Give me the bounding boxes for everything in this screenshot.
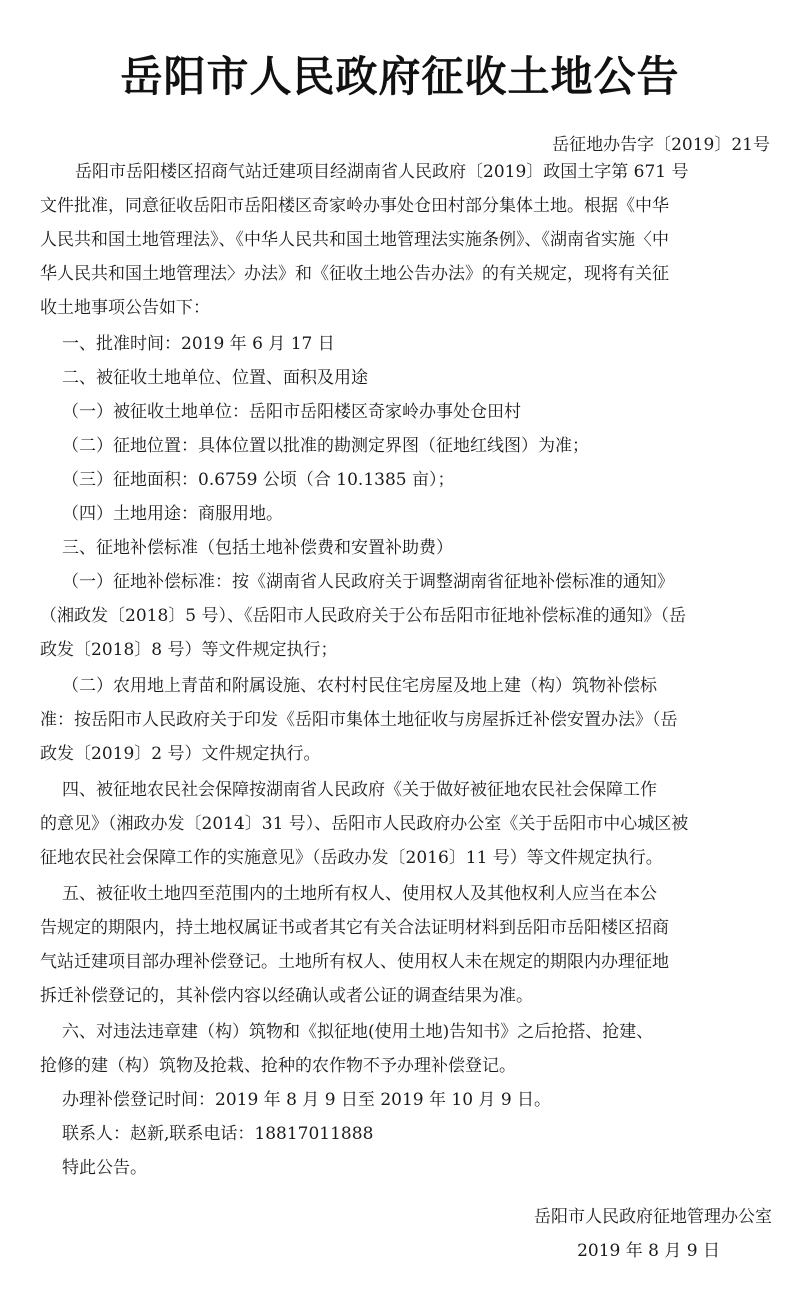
paragraph-line: 政发〔2018〕8 号）等文件规定执行； [40, 640, 338, 660]
paragraph-line: 准：按岳阳市人民政府关于印发《岳阳市集体土地征收与房屋拆迁补偿安置办法》（岳 [40, 710, 678, 730]
paragraph-line: 五、被征收土地四至范围内的土地所有权人、使用权人及其他权利人应当在本公 [62, 884, 657, 904]
paragraph-line: 人民共和国土地管理法》、《中华人民共和国土地管理法实施条例》、《湖南省实施〈中 [40, 230, 669, 250]
section-heading: 一、批准时间：2019 年 6 月 17 日 [62, 334, 335, 354]
document-number: 岳征地办告字〔2019〕21号 [552, 135, 770, 155]
issuing-office: 岳阳市人民政府征地管理办公室 [534, 1207, 772, 1227]
paragraph-line: 征地农民社会保障工作的实施意见》（岳政办发〔2016〕11 号）等文件规定执行。 [40, 848, 663, 868]
paragraph-line: 收土地事项公告如下： [40, 298, 210, 318]
paragraph-line: 岳阳市岳阳楼区招商气站迁建项目经湖南省人民政府〔2019〕政国土字第 671 号 [75, 162, 689, 182]
section-heading: 三、征地补偿标准（包括土地补偿费和安置补助费） [62, 538, 453, 558]
paragraph-line: （一）征地补偿标准：按《湖南省人民政府关于调整湖南省征地补偿标准的通知》 [62, 572, 674, 592]
closing-line: 特此公告。 [62, 1158, 147, 1178]
paragraph-line: 文件批准，同意征收岳阳市岳阳楼区奇家岭办事处仓田村部分集体土地。根据《中华 [40, 196, 669, 216]
paragraph-line: 拆迁补偿登记的，其补偿内容以经确认或者公证的调查结果为准。 [40, 986, 533, 1006]
section-heading: 二、被征收土地单位、位置、面积及用途 [62, 368, 368, 388]
contact-info: 联系人：赵新,联系电话：18817011888 [62, 1124, 374, 1144]
paragraph-line: （二）农用地上青苗和附属设施、农村村民住宅房屋及地上建（构）筑物补偿标 [62, 676, 657, 696]
list-item: （一）被征收土地单位：岳阳市岳阳楼区奇家岭办事处仓田村 [62, 402, 521, 422]
registration-time: 办理补偿登记时间：2019 年 8 月 9 日至 2019 年 10 月 9 日。 [62, 1090, 552, 1110]
paragraph-line: 抢修的建（构）筑物及抢栽、抢种的农作物不予办理补偿登记。 [40, 1056, 516, 1076]
paragraph-line: 的意见》（湘政办发〔2014〕31 号）、岳阳市人民政府办公室《关于岳阳市中心城区被 [40, 814, 689, 834]
paragraph-line: 政发〔2019〕2 号）文件规定执行。 [40, 744, 321, 764]
paragraph-line: 气站迁建项目部办理补偿登记。土地所有权人、使用权人未在规定的期限内办理征地 [40, 952, 669, 972]
list-item: （三）征地面积：0.6759 公顷（合 10.1385 亩）； [62, 470, 455, 490]
page-title: 岳阳市人民政府征收土地公告 [120, 52, 680, 101]
list-item: （四）土地用途：商服用地。 [62, 504, 283, 524]
paragraph-line: （湘政发〔2018〕5 号）、《岳阳市人民政府关于公布岳阳市征地补偿标准的通知》（岳 [40, 606, 686, 626]
issue-date: 2019 年 8 月 9 日 [577, 1241, 720, 1261]
paragraph-line: 六、对违法违章建（构）筑物和《拟征地(使用土地)告知书》之后抢搭、抢建、 [62, 1022, 654, 1042]
list-item: （二）征地位置：具体位置以批准的勘测定界图（征地红线图）为准； [62, 436, 589, 456]
paragraph-line: 四、被征地农民社会保障按湖南省人民政府《关于做好被征地农民社会保障工作 [62, 780, 657, 800]
paragraph-line: 告规定的期限内，持土地权属证书或者其它有关合法证明材料到岳阳市岳阳楼区招商 [40, 918, 669, 938]
paragraph-line: 华人民共和国土地管理法〉办法》和《征收土地公告办法》的有关规定，现将有关征 [40, 264, 669, 284]
